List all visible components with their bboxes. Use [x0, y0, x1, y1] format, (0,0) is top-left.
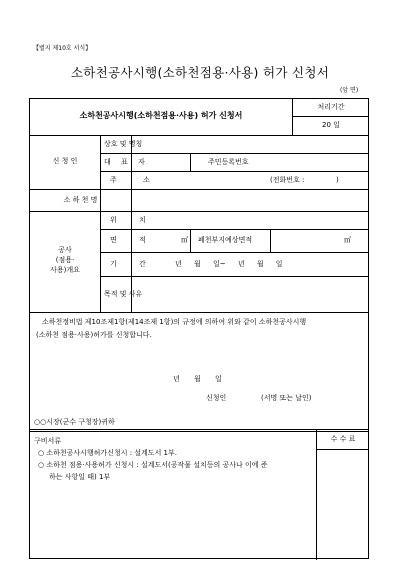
recipient-divider-2 — [30, 431, 368, 432]
work-section-label-3: 사용)개요 — [50, 266, 80, 274]
stream-name-label: 소 하 천 명 — [63, 196, 98, 204]
document-item-1: ○ 소하천공사시행허가신청시 : 설계도서 1부. — [38, 449, 177, 457]
abandoned-area-label: 폐천부지예상면적 — [198, 236, 253, 244]
fee-label: 수 수 료 — [330, 435, 356, 443]
form-number: 【별지 제10호 서식】 — [33, 45, 92, 52]
processing-period-label: 처리기간 — [317, 103, 345, 111]
statement-line-1: 소하천정비법 제10조제1항(제14조제 1항)의 규정에 의하여 위와 같이 소하천공사시행 — [42, 318, 307, 326]
work-section-label-2: (점용· — [55, 256, 75, 264]
row-line — [100, 229, 368, 230]
applicant-sign-label: 신청인 — [206, 394, 227, 402]
main-title: 소하천공사시행(소하천점용·사용) 허가 신청서 — [70, 65, 330, 80]
row-line — [100, 276, 368, 277]
period-label: 기 간 — [110, 260, 156, 268]
col-line — [270, 229, 271, 252]
business-name-label: 상호 및 명칭 — [104, 140, 143, 148]
recipient-line: ○○시장(군수 구청장)귀하 — [34, 418, 115, 426]
area-unit: ㎡ — [181, 236, 188, 244]
document-item-3: 하는 사항일 때) 1부 — [49, 473, 111, 481]
row-line — [100, 252, 368, 253]
location-label: 위 치 — [110, 216, 156, 224]
row-line — [100, 153, 368, 154]
purpose-label: 목적 및 사유 — [104, 290, 143, 298]
documents-label: 구비서류 — [34, 437, 62, 445]
row-line — [30, 312, 368, 313]
label-column-divider — [100, 135, 101, 312]
processing-divider — [292, 116, 368, 117]
statement-line-2: (소하천 점용·사용)허가를 신청합니다. — [36, 331, 152, 339]
inner-title: 소하천공사시행(소하천점용·사용) 허가 신청서 — [79, 111, 243, 120]
row-line — [30, 189, 368, 190]
work-section-label-1: 공사 — [58, 246, 72, 254]
fee-divider — [316, 449, 368, 450]
period-value: 년 월 일~ 년 월 일 — [175, 260, 283, 268]
sign-note: (서명 또는 날인) — [261, 394, 312, 402]
abandoned-area-unit: ㎡ — [344, 236, 351, 244]
phone-label: (전화번호 : — [270, 176, 305, 184]
area-label: 면 적 — [110, 236, 156, 244]
representative-label: 대 표 자 — [104, 158, 149, 166]
processing-period-value: 20 일 — [322, 121, 340, 129]
header-divider — [30, 135, 368, 136]
row-line — [30, 211, 368, 212]
page-side-label: (앞 면) — [340, 87, 359, 94]
phone-close: ) — [336, 176, 339, 184]
col-line — [190, 153, 191, 171]
date-line: 년 월 일 — [173, 375, 222, 383]
document-item-2: ○ 소하천 점용·사용허가 신청시 : 설계도서(공작물 설치등의 공사나 이에 준 — [38, 461, 268, 469]
applicant-section-label: 신 청 인 — [52, 157, 78, 165]
col-line — [131, 189, 132, 211]
resident-number-label: 주민등록번호 — [208, 158, 249, 166]
address-label: 주 소 — [110, 176, 162, 184]
application-form — [29, 98, 369, 559]
row-line — [100, 171, 368, 172]
col-line — [190, 229, 191, 252]
